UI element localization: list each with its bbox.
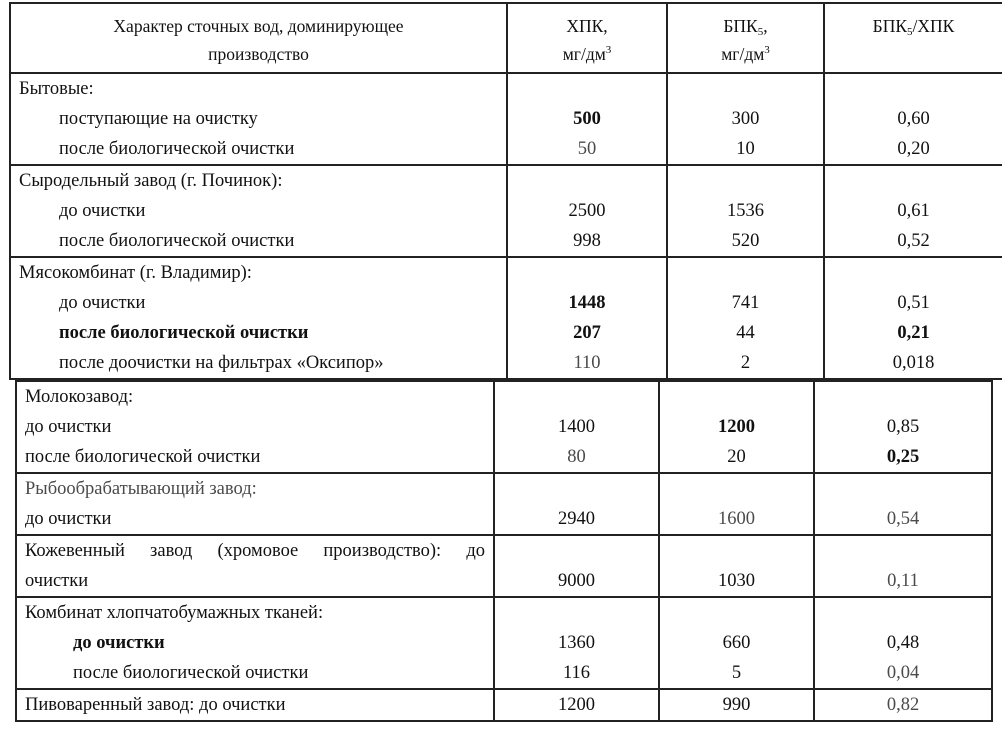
ratio-value: 0,04: [886, 663, 920, 683]
ratio-value: 0,60: [897, 109, 930, 129]
group-title: Мясокомбинат (г. Владимир):: [19, 263, 252, 283]
row-label: до очистки: [25, 417, 112, 437]
group-row-tannery: [16, 535, 992, 597]
row-label: после биологической очистки: [73, 663, 309, 683]
xpk-value: 998: [573, 231, 601, 251]
row-label: после доочистки на фильтрах «Оксипор»: [59, 353, 384, 373]
xpk-value: 500: [573, 109, 601, 129]
ratio-value: 0,20: [897, 139, 930, 159]
ratio-value: 0,61: [897, 201, 930, 221]
header-col-bpk: [667, 3, 824, 73]
group-meat-ratio: [824, 257, 1002, 379]
header-col2-exponent: 3: [605, 44, 612, 56]
group-cheese-labels: [10, 165, 507, 257]
header-col1-line1: Характер сточных вод, доминирующее: [113, 16, 404, 36]
xpk-value: 207: [573, 323, 601, 343]
table-top-section: [9, 2, 1002, 380]
group-cheese-ratio: [824, 165, 1002, 257]
group-dairy-xpk: [494, 381, 659, 473]
group-household-xpk: [507, 73, 667, 165]
ratio-value: 0,11: [887, 571, 919, 591]
group-dairy-labels: [16, 381, 494, 473]
group-title: Бытовые:: [19, 79, 94, 99]
group-brewery-xpk: [494, 689, 659, 721]
bpk-value: 5: [731, 663, 742, 683]
xpk-value: 1200: [558, 695, 595, 715]
bpk-value: 20: [727, 447, 746, 467]
header-col2-unit: мг/дм: [562, 44, 606, 64]
group-row-household: [10, 73, 1002, 165]
bpk-value: 520: [731, 231, 760, 251]
ratio-value: 0,25: [886, 447, 920, 467]
group-brewery-labels: [16, 689, 494, 721]
ratio-value: 0,21: [897, 323, 930, 343]
group-meat-xpk: [507, 257, 667, 379]
row-label: до очистки: [59, 201, 146, 221]
header-col-ratio: [824, 3, 1002, 73]
group-dairy-bpk: [659, 381, 814, 473]
group-brewery-ratio: [814, 689, 992, 721]
header-col3-unit: мг/дм: [721, 44, 765, 64]
bpk-value: 741: [731, 293, 760, 313]
ratio-value: 0,82: [886, 695, 920, 715]
header-col2-line1: ХПК,: [566, 16, 608, 36]
xpk-value: 1360: [558, 633, 595, 653]
row-label: поступающие на очистку: [59, 109, 258, 129]
row-label: после биологической очистки: [59, 139, 295, 159]
group-title-line2: очистки: [25, 571, 89, 591]
header-col3-line1: [668, 12, 823, 40]
row-label: после биологической очистки: [59, 323, 309, 343]
xpk-value: 1448: [568, 293, 606, 313]
group-meat-bpk: [667, 257, 824, 379]
header-col4-subscript: 5: [907, 26, 913, 38]
group-cotton-xpk: [494, 597, 659, 689]
group-cotton-labels: [16, 597, 494, 689]
xpk-value: 80: [567, 447, 586, 467]
header-col2-line2: [508, 40, 666, 68]
group-fish-ratio: [814, 473, 992, 535]
row-label: до очистки: [73, 633, 165, 653]
header-col3-line2: [668, 40, 823, 68]
header-col3-comma: ,: [763, 16, 768, 36]
group-household-labels: [10, 73, 507, 165]
group-fish-bpk: [659, 473, 814, 535]
group-row-dairy: [16, 381, 992, 473]
ratio-value: 0,48: [886, 633, 920, 653]
group-household-bpk: [667, 73, 824, 165]
group-tannery-xpk: [494, 535, 659, 597]
bpk-value: 1030: [718, 571, 755, 591]
xpk-value: 2940: [558, 509, 595, 529]
header-row: [10, 3, 1002, 73]
group-cheese-xpk: [507, 165, 667, 257]
table-bottom-section: [15, 380, 993, 722]
group-cheese-bpk: [667, 165, 824, 257]
bpk-value: 1600: [718, 509, 755, 529]
bpk-value: 1200: [718, 417, 755, 437]
bpk-value: 990: [722, 695, 751, 715]
group-cotton-bpk: [659, 597, 814, 689]
header-col3-subscript: 5: [757, 26, 764, 38]
header-col-characteristic: [10, 3, 507, 73]
group-title: Пивоваренный завод: до очистки: [25, 695, 286, 715]
xpk-value: 1400: [558, 417, 595, 437]
xpk-value: 2500: [568, 201, 606, 221]
xpk-value: 9000: [558, 571, 595, 591]
xpk-value: 116: [562, 663, 591, 683]
row-label: после биологической очистки: [59, 231, 295, 251]
group-fish-labels: [16, 473, 494, 535]
ratio-value: 0,52: [897, 231, 930, 251]
group-household-ratio: [824, 73, 1002, 165]
group-row-fish-plant: [16, 473, 992, 535]
header-col3-name: БПК: [723, 16, 758, 36]
group-row-cotton-mill: [16, 597, 992, 689]
bpk-value: 2: [740, 353, 751, 373]
ratio-value: 0,85: [886, 417, 920, 437]
group-title-line1: Кожевенный завод (хромовое производство): до: [25, 541, 485, 561]
ratio-value: 0,51: [897, 293, 930, 313]
group-tannery-bpk: [659, 535, 814, 597]
bpk-value: 10: [736, 139, 755, 159]
bpk-value: 44: [736, 323, 755, 343]
group-cotton-ratio: [814, 597, 992, 689]
row-label: до очистки: [59, 293, 146, 313]
group-tannery-labels: [16, 535, 494, 597]
ratio-value: 0,018: [892, 353, 935, 373]
header-col4-line1: [825, 12, 1002, 40]
group-tannery-ratio: [814, 535, 992, 597]
group-title: Рыбообрабатывающий завод:: [25, 479, 257, 499]
row-label: после биологической очистки: [25, 447, 261, 467]
bpk-value: 1536: [727, 201, 764, 221]
header-col4-tail: /ХПК: [912, 16, 955, 36]
xpk-value: 50: [577, 139, 597, 159]
group-row-meat-plant: [10, 257, 1002, 379]
group-row-brewery: [16, 689, 992, 721]
group-dairy-ratio: [814, 381, 992, 473]
header-col3-exponent: 3: [764, 44, 770, 56]
group-brewery-bpk: [659, 689, 814, 721]
group-meat-labels: [10, 257, 507, 379]
group-fish-xpk: [494, 473, 659, 535]
xpk-value: 110: [573, 353, 601, 373]
bpk-value: 300: [731, 109, 760, 129]
group-title: Молокозавод:: [25, 387, 134, 407]
header-col1-line2: производство: [208, 44, 309, 64]
group-title: Сыродельный завод (г. Починок):: [19, 171, 283, 191]
header-col4-name: БПК: [872, 16, 908, 36]
group-row-cheese-factory: [10, 165, 1002, 257]
group-title: Комбинат хлопчатобумажных тканей:: [25, 603, 324, 623]
header-col-xpk: [507, 3, 667, 73]
row-label: до очистки: [25, 509, 112, 529]
ratio-value: 0,54: [886, 509, 920, 529]
bpk-value: 660: [722, 633, 751, 653]
